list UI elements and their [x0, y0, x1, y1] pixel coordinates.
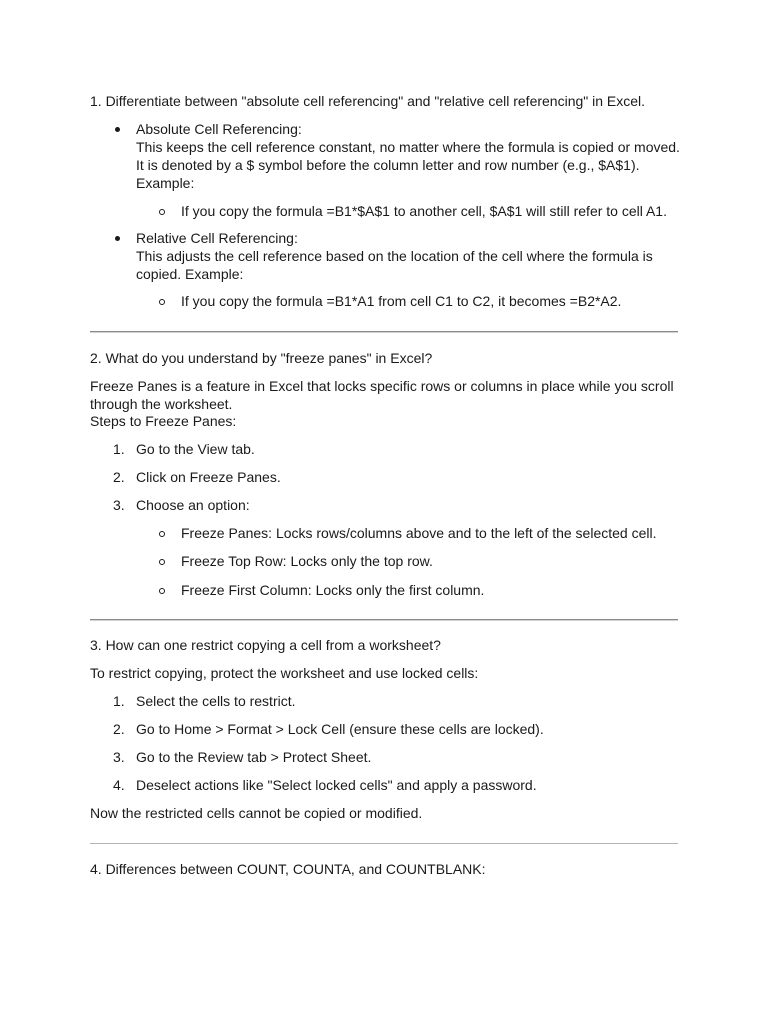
- q3-heading: 3. How can one restrict copying a cell from a worksheet?: [90, 637, 441, 653]
- absolute-desc-line-3: Example:: [136, 175, 195, 191]
- step-number: 3.: [113, 497, 125, 513]
- relative-title: Relative Cell Referencing:: [136, 230, 298, 246]
- absolute-desc-line-2: It is denoted by a $ symbol before the column letter and row number (e.g., $A$1).: [136, 157, 640, 173]
- q2-intro-line-2: through the worksheet.: [90, 396, 233, 412]
- sub-bullet-icon: [159, 299, 165, 305]
- step-number: 4.: [113, 777, 125, 793]
- q3-step-2: Go to Home > Format > Lock Cell (ensure these cells are locked).: [136, 721, 544, 737]
- sub-bullet-icon: [159, 559, 165, 565]
- absolute-example: If you copy the formula =B1*$A$1 to another cell, $A$1 will still refer to cell A1.: [181, 203, 667, 219]
- section-divider: [90, 619, 678, 621]
- section-divider: [90, 843, 678, 844]
- step-number: 2.: [113, 469, 125, 485]
- bullet-icon: [115, 127, 120, 132]
- q2-step-1: Go to the View tab.: [136, 441, 255, 457]
- q2-intro-line-1: Freeze Panes is a feature in Excel that locks specific rows or columns in place while you scroll: [90, 378, 674, 394]
- q2-option-2: Freeze Top Row: Locks only the top row.: [181, 553, 433, 569]
- sub-bullet-icon: [159, 209, 165, 215]
- relative-desc-line-2: copied. Example:: [136, 266, 244, 282]
- q3-conclusion: Now the restricted cells cannot be copied or modified.: [90, 805, 423, 821]
- sub-bullet-icon: [159, 588, 165, 594]
- q2-heading: 2. What do you understand by "freeze panes" in Excel?: [90, 350, 433, 366]
- q3-step-3: Go to the Review tab > Protect Sheet.: [136, 749, 372, 765]
- absolute-title: Absolute Cell Referencing:: [136, 121, 302, 137]
- step-number: 1.: [113, 441, 125, 457]
- q2-step-2: Click on Freeze Panes.: [136, 469, 281, 485]
- bullet-icon: [115, 236, 120, 241]
- q3-intro: To restrict copying, protect the worksheet and use locked cells:: [90, 665, 479, 681]
- relative-desc-line-1: This adjusts the cell reference based on the location of the cell where the formula is: [136, 248, 653, 264]
- section-divider: [90, 331, 678, 333]
- q2-step-3: Choose an option:: [136, 497, 250, 513]
- step-number: 3.: [113, 749, 125, 765]
- relative-example: If you copy the formula =B1*A1 from cell C1 to C2, it becomes =B2*A2.: [181, 293, 622, 309]
- q3-step-1: Select the cells to restrict.: [136, 693, 296, 709]
- step-number: 2.: [113, 721, 125, 737]
- q2-option-1: Freeze Panes: Locks rows/columns above and to the left of the selected cell.: [181, 525, 657, 541]
- q2-steps-heading: Steps to Freeze Panes:: [90, 413, 237, 429]
- absolute-desc-line-1: This keeps the cell reference constant, no matter where the formula is copied or moved.: [136, 139, 680, 155]
- step-number: 1.: [113, 693, 125, 709]
- q2-option-3: Freeze First Column: Locks only the first column.: [181, 582, 485, 598]
- sub-bullet-icon: [159, 531, 165, 537]
- q4-heading: 4. Differences between COUNT, COUNTA, and COUNTBLANK:: [90, 861, 486, 877]
- q3-step-4: Deselect actions like "Select locked cells" and apply a password.: [136, 777, 537, 793]
- q1-heading: 1. Differentiate between "absolute cell referencing" and "relative cell referencing" in Excel.: [90, 93, 646, 109]
